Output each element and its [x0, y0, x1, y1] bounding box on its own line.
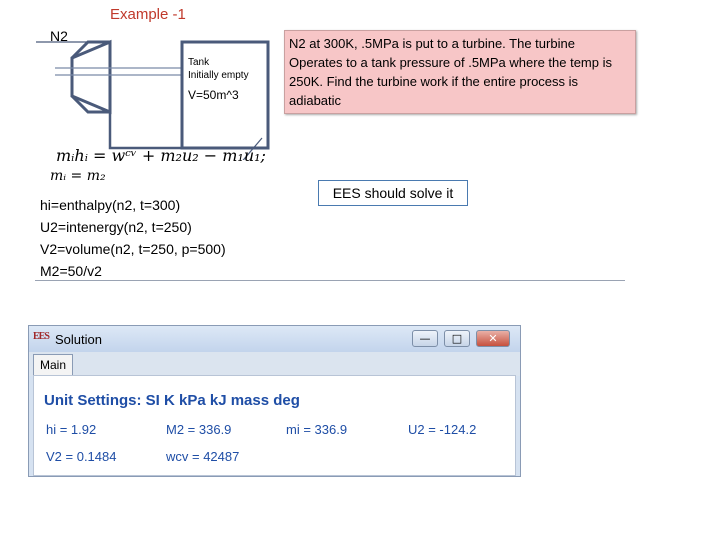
problem-statement: N2 at 300K, .5MPa is put to a turbine. The turbine Operates to a tank pressure of .5MPa where the temp is 250K. Find the turbine work if the entire process is adiabatic: [284, 30, 636, 114]
result-hi: hi = 1.92: [46, 422, 97, 437]
slide-title: Example -1: [110, 6, 186, 23]
energy-equation: mᵢhᵢ = wᶜᵛ + m₂u₂ − m₁u₁;: [56, 146, 266, 165]
tab-main[interactable]: Main: [33, 354, 73, 376]
minimize-button[interactable]: —: [412, 330, 438, 347]
maximize-button[interactable]: □: [444, 330, 470, 347]
ees-note: EES should solve it: [318, 180, 468, 206]
result-u2: U2 = -124.2: [408, 422, 477, 437]
ees-app-icon: EES: [33, 331, 49, 342]
window-titlebar[interactable]: [29, 326, 520, 352]
turbine-tank-diagram: [0, 0, 300, 160]
code-line: V2=volume(n2, t=250, p=500): [40, 241, 226, 257]
tank-status-label: Initially empty: [188, 70, 249, 81]
ees-solution-window: [28, 325, 521, 477]
turbine-shape: [72, 42, 110, 112]
solution-content: [33, 375, 516, 476]
result-wcv: wcv = 42487: [166, 449, 240, 464]
gas-label: N2: [50, 28, 68, 44]
tank-label: Tank: [188, 57, 210, 68]
window-title: Solution: [55, 332, 102, 347]
result-v2: V2 = 0.1484: [46, 449, 117, 464]
tab-strip: [29, 352, 520, 376]
result-m2: M2 = 336.9: [166, 422, 232, 437]
result-mi: mi = 336.9: [286, 422, 348, 437]
tank-volume: V=50m^3: [188, 88, 239, 102]
code-line: hi=enthalpy(n2, t=300): [40, 197, 181, 213]
mass-equation: mᵢ = m₂: [50, 168, 106, 184]
close-button[interactable]: ✕: [476, 330, 510, 347]
code-line: U2=intenergy(n2, t=250): [40, 219, 192, 235]
code-line: M2=50/v2: [40, 263, 102, 279]
unit-settings: Unit Settings: SI K kPa kJ mass deg: [44, 392, 300, 409]
divider: [35, 280, 625, 281]
